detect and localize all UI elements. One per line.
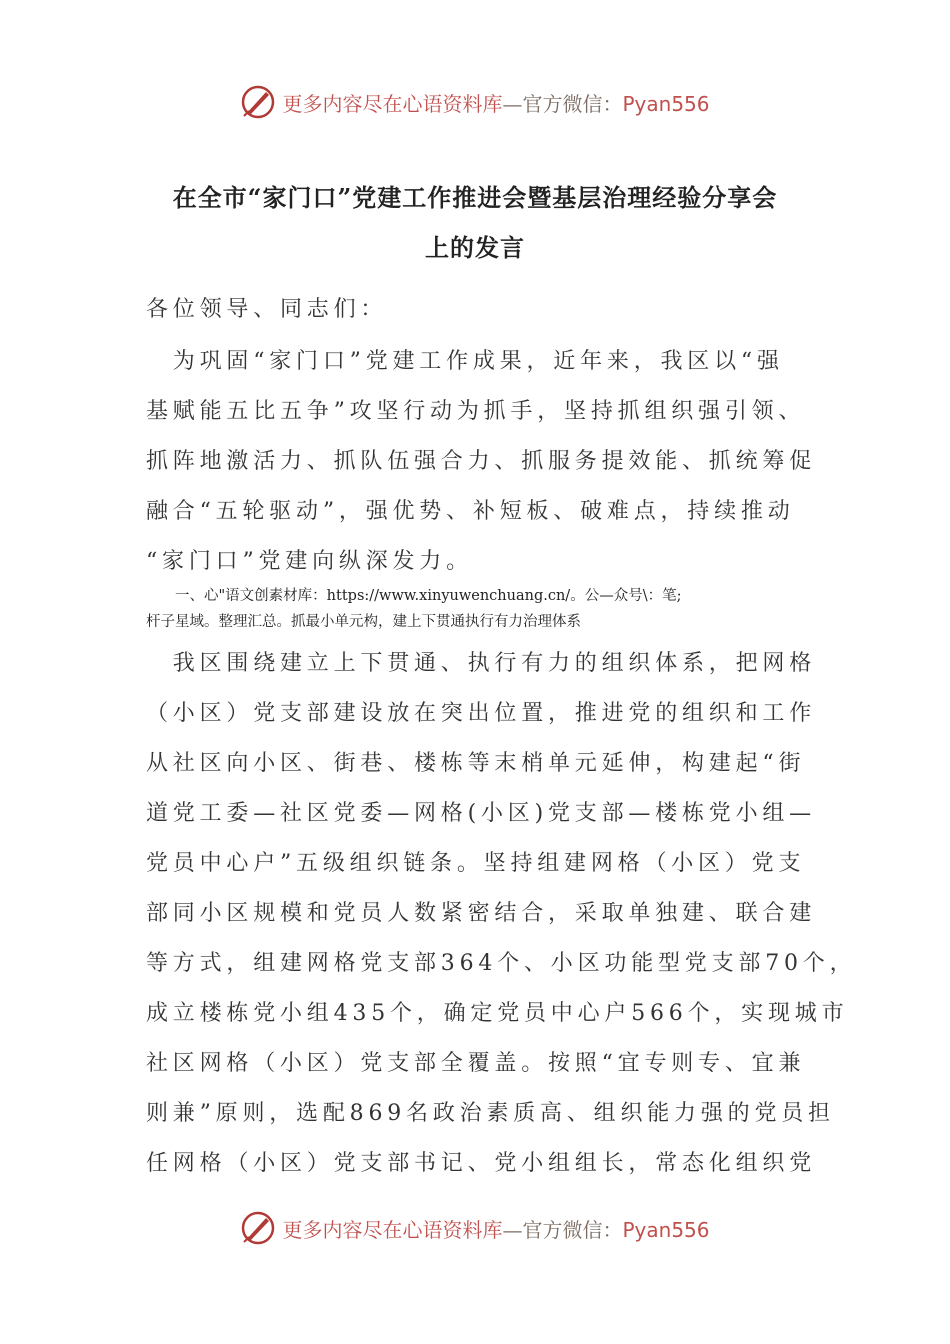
paragraph-line: 成立楼栋党小组435个，确定党员中心户566个，实现城市: [146, 1001, 849, 1026]
header-banner-text: [282, 88, 709, 117]
paragraph-line: 融合“五轮驱动”，强优势、补短板、破难点，持续推动: [146, 499, 795, 524]
banner-official-text: —官方微信：: [502, 91, 623, 116]
paragraph-line: “家门口”党建向纵深发力。: [146, 549, 473, 574]
paragraph-line: 我区围绕建立上下贯通、执行有力的组织体系，把网格: [146, 651, 817, 676]
section-heading-line: 一、心"语文创素材库：https://www.xinyuwenchuang.cn/。公—众号\：笔;: [146, 588, 682, 604]
paragraph-line: 道党工委—社区党委—网格(小区)党支部—楼栋党小组—: [146, 801, 816, 826]
banner-official-text: —官方微信：: [502, 1217, 623, 1242]
paragraph-line: （小区）党支部建设放在突出位置，推进党的组织和工作: [146, 701, 817, 726]
paragraph-line: 基赋能五比五争”攻坚行动为抓手，坚持抓组织强引领、: [146, 399, 806, 424]
paragraph-line: 部同小区规模和党员人数紧密结合，采取单独建、联合建: [146, 901, 817, 926]
footer-banner-text: [282, 1214, 709, 1243]
salutation: 各位领导、同志们：: [146, 297, 388, 322]
quill-logo-icon: [240, 84, 276, 120]
paragraph-line: 社区网格（小区）党支部全覆盖。按照“宜专则专、宜兼: [146, 1051, 806, 1076]
banner-main-text: 更多内容尽在心语资料库: [282, 91, 503, 116]
banner-wechat-id: Pyan556: [622, 91, 710, 116]
paragraph-line: 抓阵地激活力、抓队伍强合力、抓服务提效能、抓统筹促: [146, 449, 817, 474]
document-title-line-1: 在全市“家门口”党建工作推进会暨基层治理经验分享会: [172, 183, 778, 212]
document-title-line-2: 上的发言: [425, 233, 525, 262]
paragraph-line: 等方式，组建网格党支部364个、小区功能型党支部70个，: [146, 951, 857, 976]
paragraph-line: 任网格（小区）党支部书记、党小组组长，常态化组织党: [146, 1151, 817, 1176]
footer-banner: [0, 1210, 950, 1246]
paragraph-line: 则兼”原则，选配869名政治素质高、组织能力强的党员担: [146, 1101, 835, 1126]
banner-main-text: 更多内容尽在心语资料库: [282, 1217, 503, 1242]
paragraph-line: 党员中心户”五级组织链条。坚持组建网格（小区）党支: [146, 851, 806, 876]
header-banner: [0, 84, 950, 120]
quill-logo-icon: [240, 1210, 276, 1246]
paragraph-line: 为巩固“家门口”党建工作成果，近年来，我区以“强: [146, 349, 784, 374]
banner-wechat-id: Pyan556: [622, 1217, 710, 1242]
paragraph-line: 从社区向小区、街巷、楼栋等末梢单元延伸，构建起“街: [146, 751, 806, 776]
section-heading-line: 杆子星域。整理汇总。抓最小单元构，建上下贯通执行有力治理体系: [146, 614, 581, 630]
